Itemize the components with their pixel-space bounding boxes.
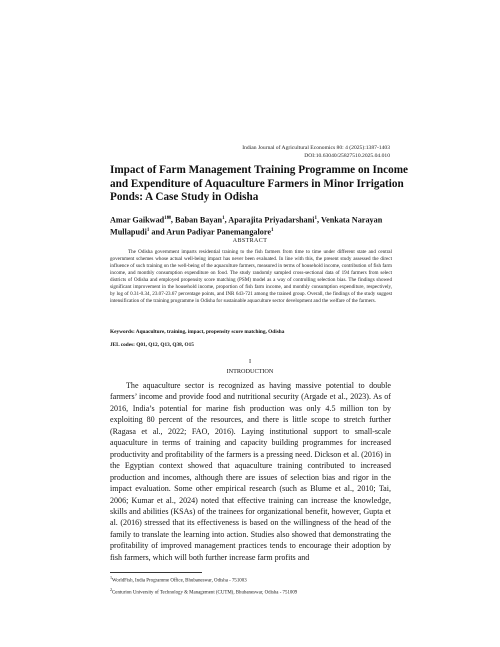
author-name: Amar Gaikwad: [110, 215, 165, 225]
abstract-text: The Odisha government imparts residential training to the fish farmers from time to time under different state and central government schemes whose actual well-being impact has never been evaluated. In line with this, the present study assessed the direct influence of such training on the well-being of the aquaculture farmers, measured in terms of household income, contribution of fish farm income, and monthly consumption expenditure on food. The study randomly sampled cross-sectional data of 194 farmers from select districts of Odisha and employed propensity score matching (PSM) model as a way of controlling selection bias. The findings showed significant improvement in the household income, proportion of fish farm income, and monthly consumption expenditure, respectively, by log of 0.31-0.34, 23.07-23.67 percentage points, and INR 643-721 among the trained group. Overall, the findings of the study suggest intensification of the training programme in Odisha for sustainable aquaculture sector development and the welfare of the farmers.: [110, 249, 392, 304]
author-name: Aparajita Priyadarshani: [228, 215, 315, 225]
introduction-paragraph: The aquaculture sector is recognized as having massive potential to double farmers’ income and provide food and nutritional security (Argade et al., 2023). As of 2016, India’s potential for marine fish production was only 4.5 million ton by exploiting 80 percent of the resources, and there is little scope to stretch further (Ragasa et al., 2022; FAO, 2016). Laying institutional support to small-scale aquaculture in terms of training and capacity building programmes for increased productivity and profitability of the farmers is a pressing need. Dickson et al. (2016) in the Egyptian context showed that aquaculture training contributed to increased production and incomes, although there are issues of selection bias and rigor in the impact evaluation. Some other empirical research (such as Blume et al., 2010; Tai, 2006; Kumar et al., 2024) noted that effective training can increase the knowledge, skills and abilities (KSAs) of the trainees for organizational benefit, however, Gupta et al. (2016) stressed that its effectiveness is based on the willingness of the head of the family to translate the learning into action. Studies also showed that demonstrating the profitability of improved management practices tends to encourage their adoption by fish farmers, which will both further increase farm profits and: [110, 381, 391, 562]
journal-doi: DOI:10.63040/25827510.2025.04.010: [304, 153, 390, 159]
author-separator: and: [149, 227, 167, 237]
footnote-divider: [110, 572, 202, 573]
footnote-text: WorldFish, India Programme Office, Bhubaneswar, Odisha - 751003: [112, 578, 247, 584]
section-title: INTRODUCTION: [226, 368, 274, 375]
author-affiliation-mark: 1✉: [164, 216, 171, 221]
jel-codes-text: Q01, Q12, Q13, Q38, O15: [134, 342, 194, 348]
keywords-text: Aquaculture, training, impact, propensity score matching, Odisha: [134, 329, 285, 335]
author-name: Venkata Narayan Mullapudi: [110, 215, 383, 237]
author-separator: ,: [316, 215, 321, 225]
keywords-line: [110, 329, 400, 335]
author-name: Arun Padiyar Panemangalore: [166, 227, 271, 237]
author-affiliation-mark: 1: [222, 216, 225, 221]
author-name: Baban Bayan: [175, 215, 223, 225]
footnote: [110, 574, 410, 586]
keywords-label: Keywords:: [110, 329, 135, 335]
footnote: [110, 586, 410, 598]
author-separator: ,: [170, 215, 176, 225]
author-affiliation-mark: 1: [146, 228, 150, 234]
author-list: [110, 214, 410, 238]
jel-label: JEL codes:: [110, 342, 135, 348]
jel-codes-line: [110, 342, 400, 348]
section-number: I: [248, 358, 252, 365]
journal-header: [242, 144, 390, 160]
paper-title: Impact of Farm Management Training Programme on Income and Expenditure of Aquaculture Farmers in Minor Irrigation Ponds: A Case Study in Odisha: [110, 164, 408, 204]
author-separator: ,: [224, 215, 229, 225]
footnote-text: Centurion University of Technology & Management (CUTM), Bhubaneswar, Odisha - 751009: [112, 590, 298, 596]
footnote-mark: 1: [110, 575, 113, 580]
footnote-mark: 2: [110, 586, 113, 592]
journal-citation: Indian Journal of Agricultural Economics 80: 4 (2025):1387-1403: [242, 145, 390, 151]
footnotes: [110, 574, 410, 597]
author-affiliation-mark: 1: [271, 228, 274, 234]
author-affiliation-mark: 1: [314, 216, 317, 221]
abstract-heading: ABSTRACT: [232, 238, 268, 244]
